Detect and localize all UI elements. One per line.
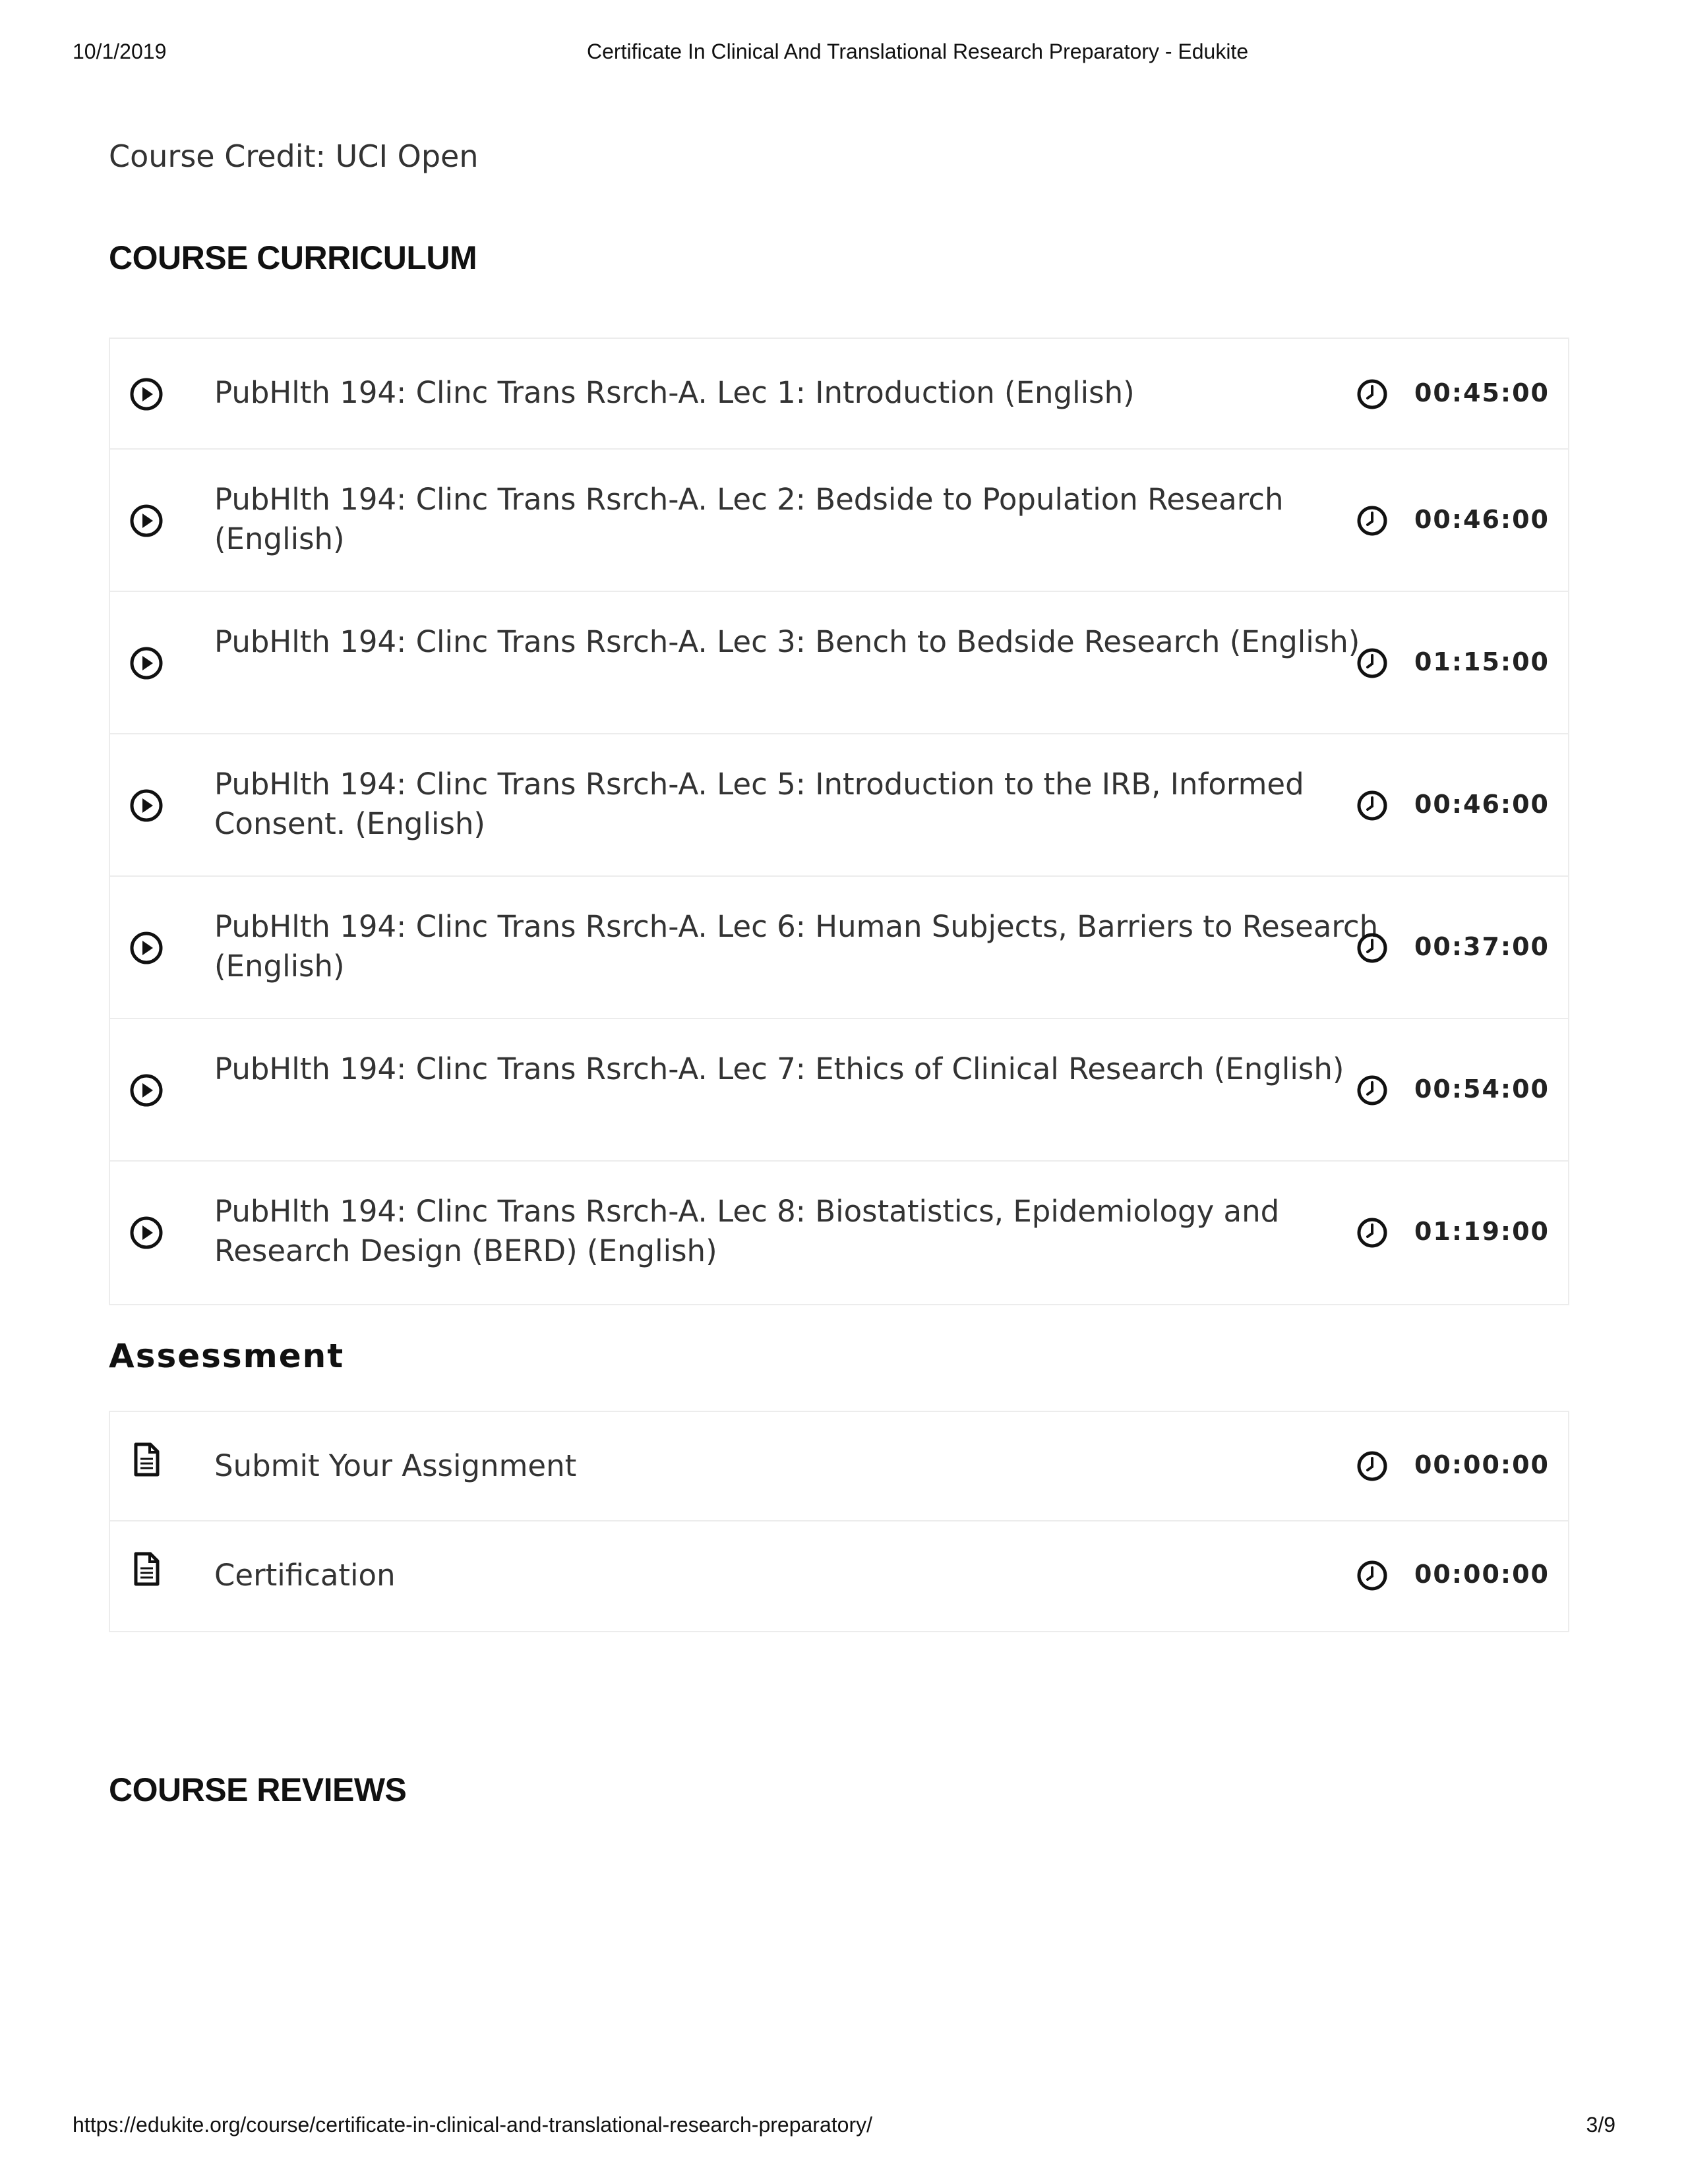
assessment-title: Submit Your Assignment <box>214 1448 577 1483</box>
lecture-row[interactable] <box>110 734 1568 877</box>
assessment-row[interactable] <box>110 1412 1568 1521</box>
clock-icon <box>1355 788 1389 823</box>
lecture-row[interactable] <box>110 339 1568 450</box>
lecture-title: PubHlth 194: Clinc Trans Rsrch-A. Lec 7: Ethics of Clinical Research (English) <box>214 1051 1344 1086</box>
assessment-duration: 00:00:00 <box>1414 1560 1550 1589</box>
reviews-heading: COURSE REVIEWS <box>109 1771 407 1808</box>
lecture-row[interactable] <box>110 1019 1568 1162</box>
clock-icon <box>1355 1073 1389 1107</box>
curriculum-heading: COURSE CURRICULUM <box>109 239 477 276</box>
document-icon <box>128 1550 165 1587</box>
lecture-row[interactable] <box>110 877 1568 1019</box>
course-credit: Course Credit: UCI Open <box>109 138 479 174</box>
lecture-row[interactable] <box>110 1162 1568 1304</box>
play-circle-icon <box>128 1072 165 1109</box>
lecture-duration: 00:46:00 <box>1414 505 1550 534</box>
assessment-list <box>109 1411 1569 1632</box>
clock-icon <box>1355 1216 1389 1250</box>
lecture-duration: 00:46:00 <box>1414 790 1550 819</box>
assessment-title: Certification <box>214 1558 396 1593</box>
lecture-duration: 00:54:00 <box>1414 1075 1550 1104</box>
document-icon <box>128 1441 165 1478</box>
print-header <box>73 40 1615 69</box>
assessment-heading: Assessment <box>109 1337 345 1375</box>
print-date: 10/1/2019 <box>73 40 167 63</box>
assessment-duration: 00:00:00 <box>1414 1450 1550 1479</box>
play-circle-icon <box>128 645 165 682</box>
clock-icon <box>1355 931 1389 965</box>
lecture-title: PubHlth 194: Clinc Trans Rsrch-A. Lec 5: Introduction to the IRB, Informed Consent. (English) <box>214 767 1304 841</box>
clock-icon <box>1355 1558 1389 1593</box>
assessment-row[interactable] <box>110 1521 1568 1631</box>
lecture-title: PubHlth 194: Clinc Trans Rsrch-A. Lec 8: Biostatistics, Epidemiology and Research Design (BERD) (English) <box>214 1194 1280 1268</box>
clock-icon <box>1355 1449 1389 1483</box>
play-circle-icon <box>128 930 165 966</box>
play-circle-icon <box>128 376 165 413</box>
page-number: 3/9 <box>1586 2113 1615 2137</box>
lecture-duration: 01:19:00 <box>1414 1217 1550 1246</box>
clock-icon <box>1355 646 1389 680</box>
print-page-title: Certificate In Clinical And Translational Research Preparatory - Edukite <box>587 40 1249 63</box>
lecture-title: PubHlth 194: Clinc Trans Rsrch-A. Lec 1: Introduction (English) <box>214 375 1135 410</box>
play-circle-icon <box>128 787 165 824</box>
lecture-title: PubHlth 194: Clinc Trans Rsrch-A. Lec 3: Bench to Bedside Research (English) <box>214 624 1360 659</box>
lecture-duration: 01:15:00 <box>1414 647 1550 676</box>
play-circle-icon <box>128 1214 165 1251</box>
clock-icon <box>1355 504 1389 538</box>
lecture-title: PubHlth 194: Clinc Trans Rsrch-A. Lec 6: Human Subjects, Barriers to Research (English) <box>214 909 1379 984</box>
clock-icon <box>1355 377 1389 411</box>
print-footer <box>73 2113 1615 2142</box>
play-circle-icon <box>128 502 165 539</box>
lecture-row[interactable] <box>110 450 1568 592</box>
curriculum-list <box>109 338 1569 1305</box>
lecture-duration: 00:45:00 <box>1414 378 1550 407</box>
lecture-title: PubHlth 194: Clinc Trans Rsrch-A. Lec 2: Bedside to Population Research (English) <box>214 482 1284 556</box>
lecture-row[interactable] <box>110 592 1568 734</box>
lecture-duration: 00:37:00 <box>1414 932 1550 961</box>
print-url: https://edukite.org/course/certificate-in-clinical-and-translational-research-preparatory/ <box>73 2113 872 2137</box>
